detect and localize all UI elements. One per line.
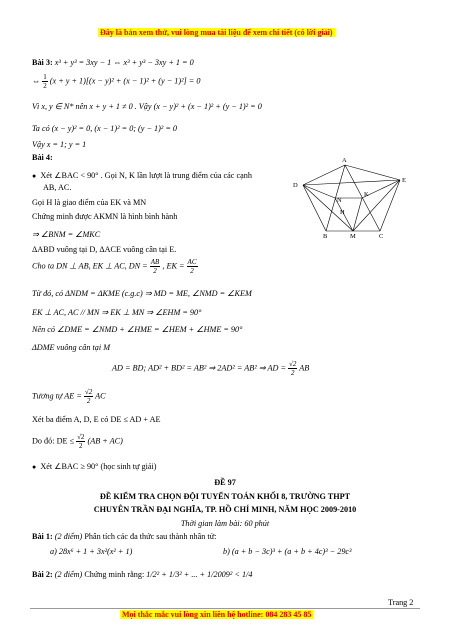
hotline-footer: Mọi thắc mắc vui lòng xin liên hệ hotline: 084 283 45 85	[122, 610, 312, 619]
bai4-label: Bài 4:	[32, 153, 53, 162]
label-n: N	[337, 197, 342, 204]
bai3-line3: Vì x, y ∈ N* nên x + y + 1 ≠ 0 . Vậy (x − y)² + (x − 1)² + (y − 1)² = 0	[32, 102, 262, 111]
seg-dn	[303, 185, 335, 198]
bai4-h1: Gọi H là giao điểm của EK và MN	[32, 198, 147, 207]
bai2-line: Bài 2: (2 điểm) Chứng minh rằng: 1/2² + 1/3² + ... + 1/2009² < 1/4	[32, 570, 253, 579]
seg-ec	[380, 180, 400, 231]
bai3-line4: Ta có (x − y)² = 0, (x − 1)² = 0; (y − 1)² = 0	[32, 124, 178, 133]
label-m: M	[350, 233, 356, 238]
bai4-h6: Từ đó, có ΔNDM = ΔKME (c.g.c) ⇒ MD = ME, ∠NMD = ∠KEM	[32, 289, 252, 298]
exam-title-2: CHUYÊN TRẦN ĐẠI NGHĨA, TP. HỒ CHÍ MINH, NĂM HỌC 2009-2010	[93, 505, 357, 514]
bai4-bullet1: ● Xét ∠BAC < 90° . Gọi N, K lần lượt là trung điểm của các cạnh	[32, 171, 252, 180]
label-b: B	[323, 233, 328, 238]
seg-db	[303, 185, 326, 231]
footer-divider	[30, 608, 420, 609]
bai4-h7: EK ⊥ AC, AC // MN ⇒ EK ⊥ MN ⇒ ∠EHM = 90°	[32, 308, 202, 317]
bai4-h2: Chứng minh được AKMN là hình bình hành	[32, 212, 178, 221]
bai4-h13: Do đó: DE ≤ $\frac{√2}{2}$ (AB + AC)	[32, 433, 123, 450]
label-a: A	[342, 157, 347, 164]
bai4-h9: ΔDME vuông cân tại M	[32, 343, 111, 352]
exam-time: Thời gian làm bài: 60 phút	[180, 519, 270, 528]
bai4-bullet1-cont: AB, AC.	[43, 183, 72, 192]
bai4-h12: Xét ba điểm A, D, E có DE ≤ AD + AE	[32, 415, 161, 424]
preview-banner: Đây là bản xem thử, vui lòng mua tài liệu để xem chi tiết (có lời giải)	[100, 28, 333, 37]
bai1-line: Bài 1: (2 điểm) Phân tích các đa thức sau thành nhân tử:	[32, 532, 217, 541]
geometry-figure	[288, 152, 413, 238]
bai4-bullet2: ● Xét ∠BAC ≥ 90° (học sinh tự giải)	[32, 462, 157, 471]
bai1-part-a: a) 28x⁶ + 1 + 3x²(x² + 1)	[50, 547, 133, 556]
bai4-h5: Cho ta DN ⊥ AB, EK ⊥ AC, DN = $\frac{AB}{2}$ , EK = $\frac{AC}{2}$	[32, 258, 197, 275]
bai4-h10: AD = BD; AD² + BD² = AB² ⇒ 2AD² = AB² ⇒ AD = $\frac{√2}{2}$ AB	[112, 360, 310, 377]
bai1-part-b: b) (a + b − 3c)³ + (a + b + 4c)³ − 29c³	[223, 547, 352, 556]
equiv-arrow: ⇔	[32, 76, 41, 86]
exam-title-1: ĐỀ KIỂM TRA CHỌN ĐỘI TUYỂN TOÁN KHỐI 8, TRƯỜNG THPT	[99, 492, 351, 501]
bai3-line5: Vậy x = 1; y = 1	[32, 140, 87, 149]
bai3-label: Bài 3:	[32, 58, 53, 67]
label-h: H	[340, 209, 345, 216]
exam-number: ĐỀ 97	[214, 478, 236, 487]
bai3-equation1: x³ + y³ = 3xy − 1 ⇔ x³ + y³ − 3xy + 1 = 0	[54, 58, 194, 67]
label-k: K	[364, 191, 369, 198]
bai3-equation2: (x + y + 1)[(x − y)² + (x − 1)² + (y − 1)²] = 0	[49, 76, 201, 86]
seg-de	[303, 180, 400, 185]
label-e: E	[402, 177, 406, 184]
label-c: C	[379, 233, 384, 238]
seg-ae	[345, 165, 400, 180]
bai4-h11: Tương tự AE = $\frac{√2}{2}$ AC	[32, 388, 106, 405]
bai4-h4: ΔABD vuông tại D, ΔACE vuông cân tại E.	[32, 245, 177, 254]
half-fraction: $\frac{1}{2}$	[43, 73, 47, 90]
page-number: Trang 2	[388, 598, 414, 607]
bai4-h8: Nên có ∠DME = ∠NMD + ∠HME = ∠HEM + ∠HME = 90°	[32, 325, 243, 334]
label-d: D	[293, 182, 298, 189]
seg-da	[303, 165, 345, 185]
bai3-line2	[32, 73, 200, 90]
bai4-h3: ⇒ ∠BNM = ∠MKC	[32, 230, 101, 239]
bai3-line1	[32, 58, 194, 67]
